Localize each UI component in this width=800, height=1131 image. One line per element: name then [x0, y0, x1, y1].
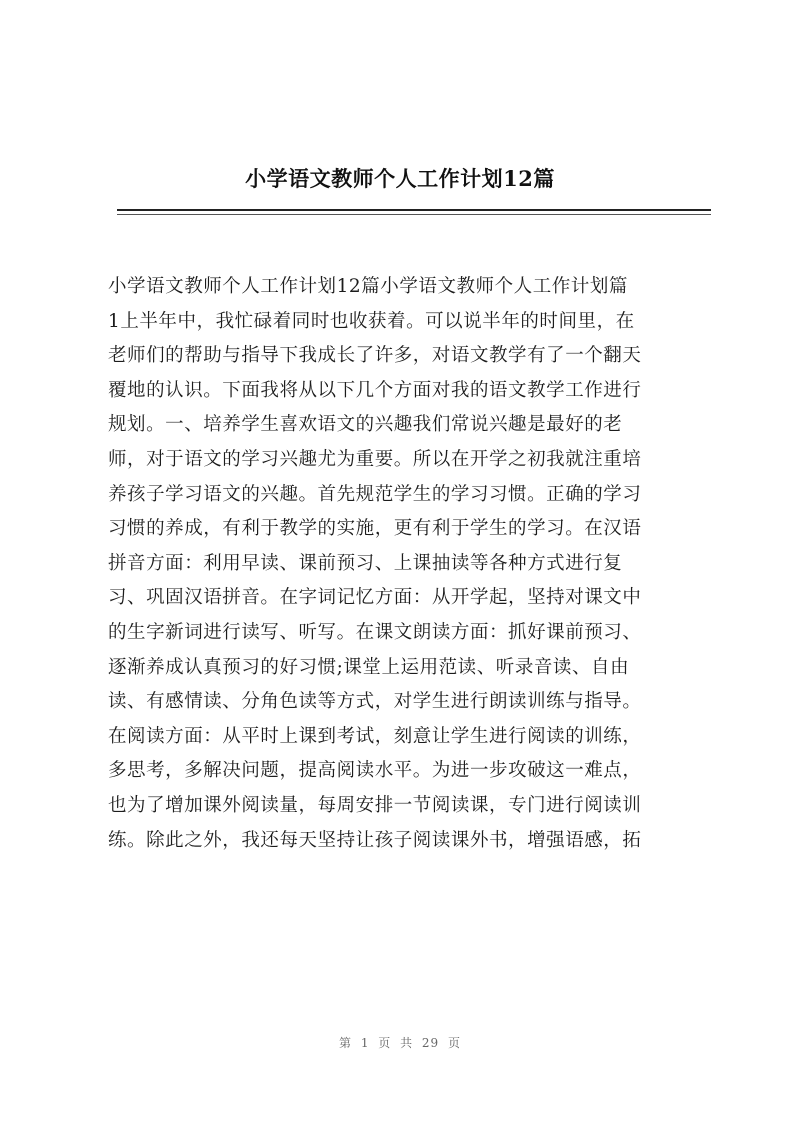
body-line: 习、巩固汉语拼音。在字词记忆方面：从开学起，坚持对课文中 [108, 587, 642, 609]
body-line: 覆地的认识。下面我将从以下几个方面对我的语文教学工作进行 [108, 379, 642, 401]
page-title: 小学语文教师个人工作计划12篇 [245, 166, 555, 191]
body-line: 师，对于语文的学习兴趣尤为重要。所以在开学之初我就注重培 [108, 448, 642, 470]
title-divider [117, 209, 711, 211]
title-divider-thin [117, 214, 711, 215]
body-line: 养孩子学习语文的兴趣。首先规范学生的学习习惯。正确的学习 [108, 483, 642, 505]
body-line: 读、有感情读、分角色读等方式，对学生进行朗读训练与指导。 [108, 691, 642, 713]
body-line: 练。除此之外，我还每天坚持让孩子阅读课外书，增强语感，拓 [108, 829, 642, 851]
body-line: 1上半年中，我忙碌着同时也收获着。可以说半年的时间里，在 [108, 310, 635, 332]
body-line: 老师们的帮助与指导下我成长了许多，对语文教学有了一个翻天 [108, 345, 642, 367]
body-line: 拼音方面：利用早读、课前预习、上课抽读等各种方式进行复 [108, 552, 623, 574]
body-line: 逐渐养成认真预习的好习惯;课堂上运用范读、听录音读、自由 [108, 656, 630, 678]
body-line: 小学语文教师个人工作计划12篇小学语文教师个人工作计划篇 [108, 276, 628, 297]
body-line: 多思考，多解决问题，提高阅读水平。为进一步攻破这一难点， [108, 760, 642, 782]
body-line: 规划。一、培养学生喜欢语文的兴趣我们常说兴趣是最好的老 [108, 414, 623, 436]
body-line: 也为了增加课外阅读量，每周安排一节阅读课，专门进行阅读训 [108, 794, 642, 816]
body-line: 的生字新词进行读写、听写。在课文朗读方面：抓好课前预习、 [108, 621, 642, 643]
page-number-footer: 第 1 页 共 29 页 [339, 1036, 461, 1050]
body-line: 习惯的养成，有利于教学的实施，更有利于学生的学习。在汉语 [108, 518, 642, 540]
body-text [108, 270, 708, 858]
body-line: 在阅读方面：从平时上课到考试，刻意让学生进行阅读的训练， [108, 725, 642, 747]
